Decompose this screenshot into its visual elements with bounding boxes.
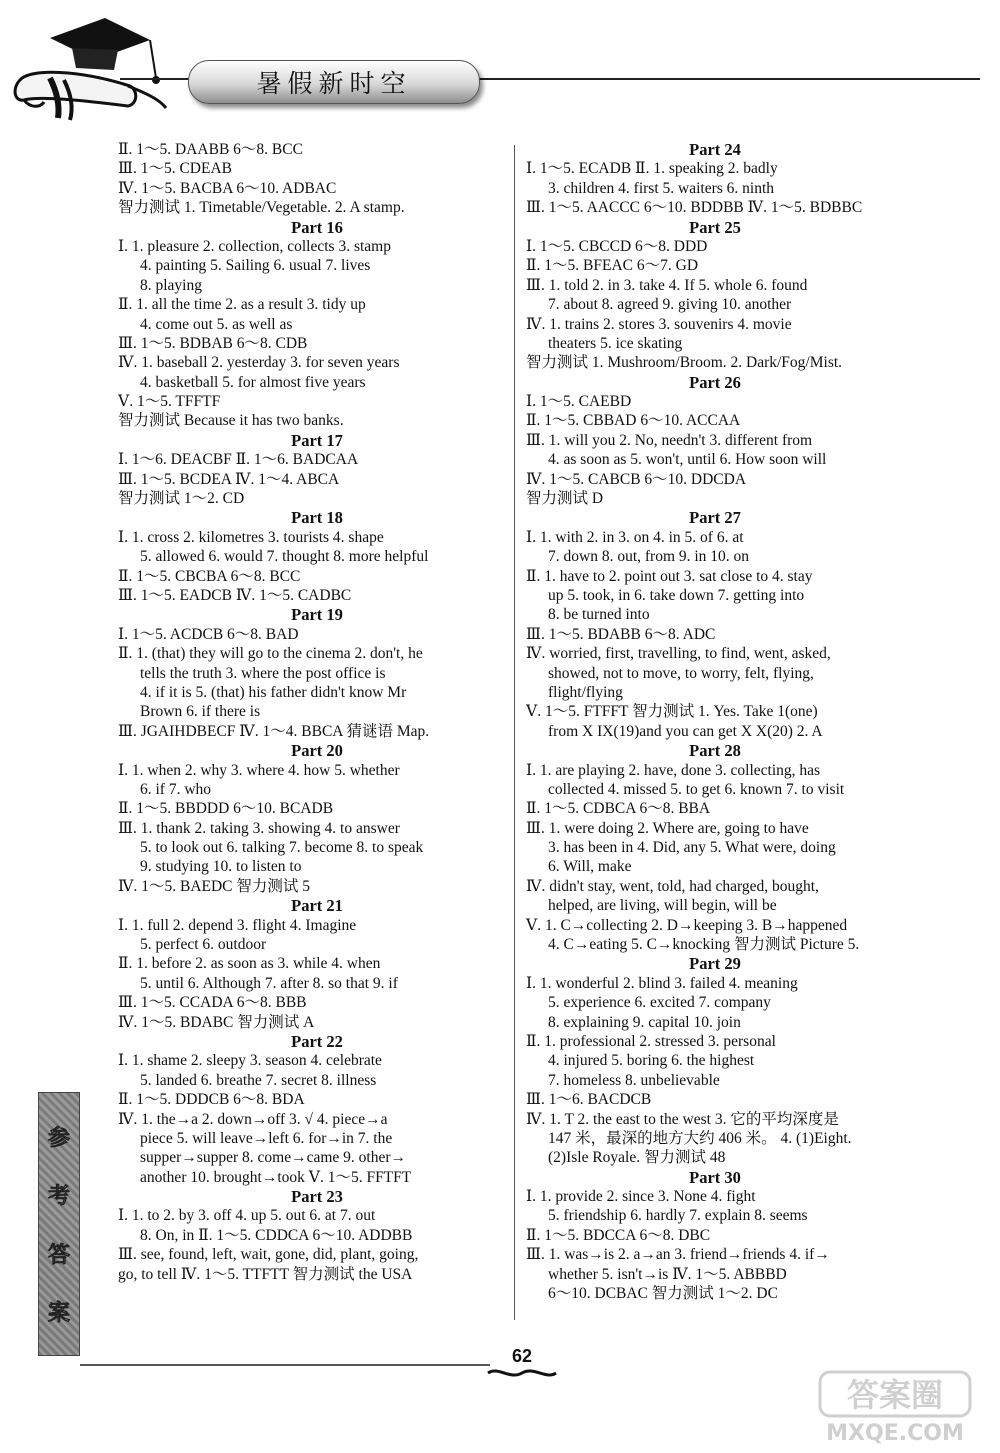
answer-line: 3. children 4. first 5. waiters 6. ninth [548, 179, 774, 197]
answer-line: 4. as soon as 5. won't, until 6. How soon will [548, 451, 827, 469]
answer-line: supper→supper 8. come→came 9. other→ [140, 1149, 407, 1167]
answer-line: Ⅰ. 1. full 2. depend 3. flight 4. Imagine [118, 916, 357, 934]
answer-line: Ⅱ. 1～5. BDCCA 6～8. DBC [526, 1226, 711, 1244]
left-column [118, 140, 516, 1284]
answer-line: showed, not to move, to worry, felt, flying, [548, 664, 814, 682]
answer-line: go, to tell Ⅳ. 1～5. TTFTT 智力测试 the USA [118, 1265, 413, 1283]
answer-line: 7. down 8. out, from 9. in 10. on [548, 548, 750, 566]
answer-line: 7. homeless 8. unbelievable [548, 1071, 720, 1089]
part-heading: Part 24 [689, 140, 741, 159]
tab-char: 答 [47, 1242, 70, 1268]
answer-line: Ⅲ. 1. will you 2. No, needn't 3. different from [526, 431, 813, 449]
answer-line: Ⅲ. 1. thank 2. taking 3. showing 4. to answer [118, 819, 400, 837]
answer-line: Ⅳ. 1. the→a 2. down→off 3. √ 4. piece→a [118, 1110, 388, 1128]
answer-line: Brown 6. if there is [140, 703, 261, 721]
page-header [0, 0, 1000, 135]
answer-line: Ⅲ. 1～5. BDABB 6～8. ADC [526, 625, 716, 643]
answer-line: Ⅱ. 1～5. DAABB 6～8. BCC [118, 141, 303, 158]
answer-line: tells the truth 3. where the post office is [140, 664, 386, 682]
part-heading: Part 23 [291, 1187, 343, 1207]
answer-line: Ⅰ. 1～5. ECADB Ⅱ. 1. speaking 2. badly [526, 160, 778, 178]
answer-line: 7. about 8. agreed 9. giving 10. another [548, 296, 792, 314]
answer-line: Ⅳ. didn't stay, went, told, had charged, bought, [526, 877, 819, 895]
answer-line: Ⅲ. 1～5. CCADA 6～8. BBB [118, 994, 307, 1012]
answer-line: 4. if it is 5. (that) his father didn't know Mr [140, 683, 407, 701]
answer-line: Ⅱ. 1～5. CBBAD 6～10. ACCAA [526, 412, 741, 430]
answer-line: Ⅳ. 1. trains 2. stores 3. souvenirs 4. movie [526, 315, 792, 333]
part-heading: Part 27 [689, 508, 741, 528]
header-title: 暑假新时空 [256, 69, 412, 98]
answer-line: 6. Will, make [548, 858, 632, 876]
answer-line: Ⅴ. 1～5. FTFFT 智力测试 1. Yes. Take 1(one) [526, 703, 818, 721]
answer-line: from X IX(19)and you can get X X(20) 2. A [548, 722, 823, 740]
part-heading: Part 29 [689, 954, 741, 974]
answer-line: Ⅳ. 1～5. BAEDC 智力测试 5 [118, 877, 311, 895]
answer-line: 智力测试 Because it has two banks. [118, 412, 344, 430]
answer-line: Ⅰ. 1. wonderful 2. blind 3. failed 4. meaning [526, 974, 798, 992]
answer-line: 智力测试 1. Mushroom/Broom. 2. Dark/Fog/Mist. [526, 354, 843, 372]
answer-line: Ⅱ. 1～5. BBDDD 6～10. BCADB [118, 800, 334, 818]
answer-line: Ⅴ. 1～5. TFFTF [118, 393, 221, 411]
part-heading: Part 21 [291, 896, 343, 916]
answer-line: Ⅲ. 1～5. CDEAB [118, 160, 232, 178]
answer-line: 8. playing [140, 276, 202, 294]
answer-reference-tab [38, 1092, 80, 1356]
answer-line: Ⅴ. 1. C→collecting 2. D→keeping 3. B→happened [526, 916, 848, 934]
watermark-site: MXQE.COM [826, 1421, 964, 1446]
answer-line: 8. be turned into [548, 606, 650, 624]
part-heading: Part 28 [689, 741, 741, 761]
answer-line: 5. until 6. Although 7. after 8. so that 9. if [140, 974, 398, 992]
answer-line: 4. painting 5. Sailing 6. usual 7. lives [140, 257, 371, 275]
answer-line: up 5. took, in 6. take down 7. getting into [548, 586, 805, 604]
part-heading: Part 26 [689, 372, 741, 392]
answer-line: Ⅲ. 1. were doing 2. Where are, going to have [526, 819, 809, 837]
answer-line: 8. On, in Ⅱ. 1～5. CDDCA 6～10. ADDBB [140, 1226, 413, 1244]
answer-line: Ⅳ. 1～5. CABCB 6～10. DDCDA [526, 470, 747, 488]
answer-line: Ⅱ. 1. (that) they will go to the cinema 2. don't, he [118, 645, 423, 663]
part-heading: Part 16 [291, 217, 343, 237]
answer-line: Ⅱ. 1～5. BFEAC 6～7. GD [526, 257, 699, 275]
tab-char: 案 [47, 1301, 70, 1327]
answer-line: whether 5. isn't→is Ⅳ. 1～5. ABBBD [548, 1265, 787, 1283]
answer-line: 5. allowed 6. would 7. thought 8. more helpful [140, 548, 429, 566]
answer-line: 5. to look out 6. talking 7. become 8. to speak [140, 839, 424, 857]
answer-line: Ⅱ. 1. professional 2. stressed 3. personal [526, 1032, 776, 1050]
answer-line: Ⅲ. 1～6. BACDCB [526, 1091, 652, 1109]
answer-line: Ⅳ. 1～5. BACBA 6～10. ADBAC [118, 179, 337, 197]
answer-line: Ⅰ. 1～5. CAEBD [526, 393, 632, 411]
answer-line: 9. studying 10. to listen to [140, 858, 302, 876]
answer-line: Ⅳ. 1. T 2. the east to the west 3. 它的平均深度是 [526, 1110, 839, 1128]
answer-line: 5. landed 6. breathe 7. secret 8. illness [140, 1071, 377, 1089]
answer-line: piece 5. will leave→left 6. for→in 7. the [140, 1129, 393, 1147]
footer-rule [80, 1364, 490, 1366]
watermark-logo [800, 1368, 990, 1448]
part-heading: Part 17 [291, 430, 343, 450]
answer-line: Ⅳ. 1. baseball 2. yesterday 3. for seven years [118, 354, 400, 372]
part-heading: Part 25 [689, 217, 741, 237]
answer-line: collected 4. missed 5. to get 6. known 7. to visit [548, 780, 845, 798]
answer-line: Ⅲ. 1. was→is 2. a→an 3. friend→friends 4. if→ [526, 1246, 830, 1264]
part-heading: Part 20 [291, 741, 343, 761]
answer-line: Ⅱ. 1. have to 2. point out 3. sat close to 4. stay [526, 567, 813, 585]
answer-line: Ⅰ. 1～5. ACDCB 6～8. BAD [118, 625, 299, 643]
answer-line: (2)Isle Royale. 智力测试 48 [548, 1149, 726, 1167]
answer-line: Ⅰ. 1. provide 2. since 3. None 4. fight [526, 1188, 756, 1206]
answer-key-columns [118, 140, 998, 1320]
answer-line: 4. C→eating 5. C→knocking 智力测试 Picture 5. [548, 936, 860, 954]
answer-line: Ⅱ. 1～5. CBCBA 6～8. BCC [118, 567, 301, 585]
answer-line: Ⅲ. 1～5. BCDEA Ⅳ. 1～4. ABCA [118, 470, 340, 488]
answer-line: Ⅲ. 1～5. EADCB Ⅳ. 1～5. CADBC [118, 586, 352, 604]
answer-line: 智力测试 D [526, 490, 604, 508]
answer-line: Ⅳ. 1～5. BDABC 智力测试 A [118, 1013, 315, 1031]
answer-line: 6. if 7. who [140, 780, 212, 798]
answer-line: 6～10. DCBAC 智力测试 1～2. DC [548, 1285, 778, 1303]
answer-line: 3. has been in 4. Did, any 5. What were, doing [548, 839, 836, 857]
answer-line: Ⅱ. 1～5. CDBCA 6～8. BBA [526, 800, 711, 818]
part-heading: Part 30 [689, 1167, 741, 1187]
answer-line: Ⅲ. 1～5. BDBAB 6～8. CDB [118, 334, 308, 352]
answer-line: Ⅲ. JGAIHDBECF Ⅳ. 1～4. BBCA 猜谜语 Map. [118, 722, 430, 740]
answer-line: Ⅳ. worried, first, travelling, to find, went, asked, [526, 645, 831, 663]
answer-line: theaters 5. ice skating [548, 334, 683, 352]
tab-char: 考 [47, 1184, 70, 1210]
answer-line: 8. explaining 9. capital 10. join [548, 1013, 741, 1031]
answer-line: another 10. brought→took Ⅴ. 1～5. FFTFT [140, 1168, 412, 1186]
answer-line: Ⅰ. 1. shame 2. sleepy 3. season 4. celebrate [118, 1052, 382, 1070]
answer-line: Ⅲ. 1. told 2. in 3. take 4. If 5. whole 6. found [526, 276, 808, 294]
answer-line: Ⅰ. 1～6. DEACBF Ⅱ. 1～6. BADCAA [118, 451, 359, 469]
watermark-graphic [800, 1368, 990, 1448]
tab-char: 参 [47, 1125, 70, 1151]
answer-line: Ⅲ. 1～5. AACCC 6～10. BDDBB Ⅳ. 1～5. BDBBC [526, 199, 863, 217]
answer-line: Ⅰ. 1～5. CBCCD 6～8. DDD [526, 237, 708, 255]
answer-line: Ⅰ. 1. with 2. in 3. on 4. in 5. of 6. at [526, 528, 744, 546]
answer-line: Ⅰ. 1. pleasure 2. collection, collects 3. stamp [118, 237, 391, 255]
answer-line: Ⅰ. 1. when 2. why 3. where 4. how 5. whether [118, 761, 400, 779]
answer-line: 5. experience 6. excited 7. company [548, 994, 771, 1012]
answer-line: 4. basketball 5. for almost five years [140, 373, 366, 391]
answer-line: Ⅱ. 1～5. DDDCB 6～8. BDA [118, 1091, 305, 1109]
answer-line: Ⅱ. 1. all the time 2. as a result 3. tidy up [118, 296, 366, 314]
answer-line: flight/flying [548, 683, 623, 701]
header-title-badge [188, 60, 480, 104]
part-heading: Part 22 [291, 1031, 343, 1051]
answer-line: 4. come out 5. as well as [140, 315, 293, 333]
page-number: 62 [511, 1345, 533, 1366]
answer-line: 5. perfect 6. outdoor [140, 936, 267, 954]
answer-line: Ⅰ. 1. are playing 2. have, done 3. collecting, has [526, 761, 821, 779]
answer-line: 4. injured 5. boring 6. the highest [548, 1052, 755, 1070]
page-number-ornament [486, 1366, 558, 1380]
part-heading: Part 19 [291, 605, 343, 625]
answer-line: Ⅲ. see, found, left, wait, gone, did, plant, going, [118, 1246, 419, 1264]
answer-line: 147 米，最深的地方大约 406 米。 4. (1)Eight. [548, 1129, 852, 1147]
answer-line: helped, are living, will begin, will be [548, 897, 777, 915]
watermark-logo-text: 答案圈 [846, 1376, 944, 1414]
answer-line: 智力测试 1～2. CD [118, 490, 245, 508]
answer-line: Ⅰ. 1. cross 2. kilometres 3. tourists 4. shape [118, 528, 384, 546]
answer-line: Ⅰ. 1. to 2. by 3. off 4. up 5. out 6. at 7. out [118, 1207, 376, 1225]
answer-line: Ⅱ. 1. before 2. as soon as 3. while 4. when [118, 955, 381, 973]
answer-line: 智力测试 1. Timetable/Vegetable. 2. A stamp. [118, 199, 405, 217]
graduation-scroll-logo [10, 8, 180, 128]
right-column [526, 140, 904, 1303]
part-heading: Part 18 [291, 508, 343, 528]
answer-line: 5. friendship 6. hardly 7. explain 8. seems [548, 1207, 808, 1225]
